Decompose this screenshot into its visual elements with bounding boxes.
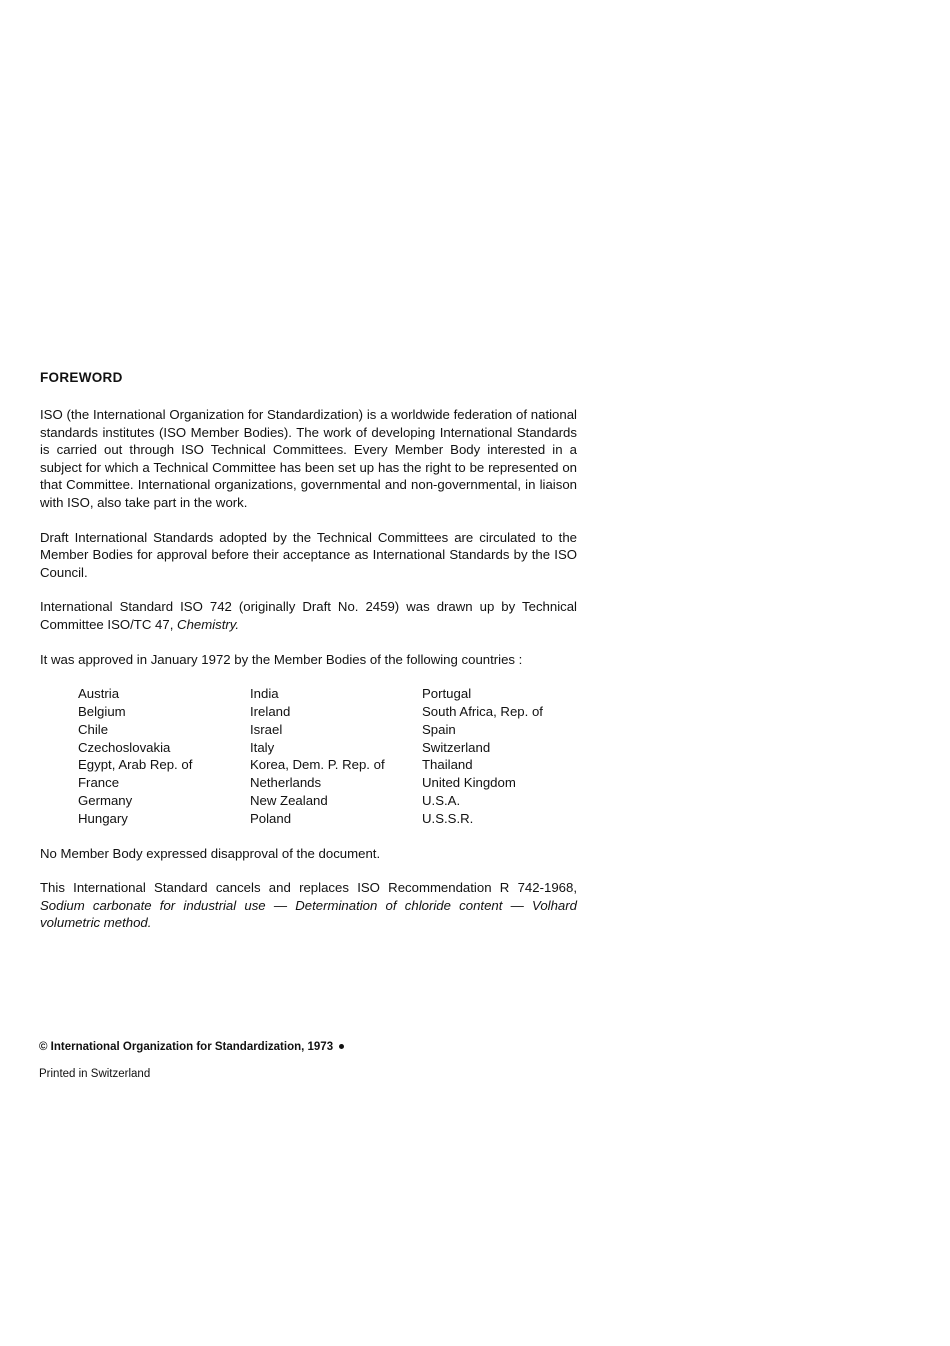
bullet-dot-icon <box>339 1044 344 1049</box>
country-item: Hungary <box>78 810 128 826</box>
copyright-text: © International Organization for Standardization, 1973 <box>39 1041 334 1053</box>
foreword-paragraph-drafts: Draft International Standards adopted by the Technical Committees are circulated to the Member Bodies for approval before their acceptance as International Standards by the ISO Council. <box>40 529 577 580</box>
countries-column-3 <box>422 685 594 827</box>
foreword-paragraph-iso: ISO (the International Organization for Standardization) is a worldwide federation of national standards institutes (ISO Member Bodies). The work of developing International Standards is carried out through ISO Technical Committees. Every Member Body interested in a subject for which a Technical Committee has been set up has the right to be represented on that Committee. International organizations, governmental and non-governmental, in liaison with ISO, also take part in the work. <box>40 407 577 510</box>
country-item: Switzerland <box>422 739 491 755</box>
country-item: Germany <box>78 792 133 808</box>
countries-column-2 <box>250 685 422 827</box>
approving-countries-list <box>78 685 577 827</box>
country-item: Spain <box>422 721 456 737</box>
country-item: New Zealand <box>250 792 328 808</box>
country-item: Ireland <box>250 703 291 719</box>
country-item: Chile <box>78 721 109 737</box>
country-item: India <box>250 686 279 702</box>
country-item: South Africa, Rep. of <box>422 703 543 719</box>
foreword-paragraph-origin <box>40 598 577 633</box>
countries-column-1 <box>78 685 250 827</box>
copyright-notice <box>39 1037 579 1057</box>
country-item: Czechoslovakia <box>78 739 171 755</box>
foreword-section <box>40 368 577 949</box>
country-item: Korea, Dem. P. Rep. of <box>250 757 385 773</box>
country-item: Portugal <box>422 686 472 702</box>
printed-location: Printed in Switzerland <box>39 1068 151 1080</box>
country-item: Thailand <box>422 757 473 773</box>
country-item: Egypt, Arab Rep. of <box>78 757 193 773</box>
origin-text: International Standard ISO 742 (originally Draft No. 2459) was drawn up by Technical Committee ISO/TC 47, <box>40 599 577 632</box>
country-item: Poland <box>250 810 292 826</box>
foreword-paragraph-disapproval: No Member Body expressed disapproval of the document. <box>40 845 381 861</box>
committee-name: Chemistry. <box>177 616 240 632</box>
country-item: Austria <box>78 686 120 702</box>
foreword-heading: FOREWORD <box>40 370 123 385</box>
country-item: U.S.S.R. <box>422 810 474 826</box>
country-item: Netherlands <box>250 775 322 791</box>
country-item: U.S.A. <box>422 792 461 808</box>
replaced-standard-title: Sodium carbonate for industrial use — Determination of chloride content — Volhard volumetric method. <box>40 897 577 931</box>
country-item: United Kingdom <box>422 775 516 791</box>
country-item: Israel <box>250 721 283 737</box>
foreword-paragraph-approval: It was approved in January 1972 by the Member Bodies of the following countries : <box>40 651 523 667</box>
country-item: Italy <box>250 739 275 755</box>
country-item: France <box>78 775 120 791</box>
country-item: Belgium <box>78 703 126 719</box>
page-footer <box>39 1037 579 1082</box>
replaces-text: This International Standard cancels and replaces ISO Recommendation R 742-1968, <box>40 880 577 896</box>
foreword-paragraph-replaces <box>40 879 577 932</box>
